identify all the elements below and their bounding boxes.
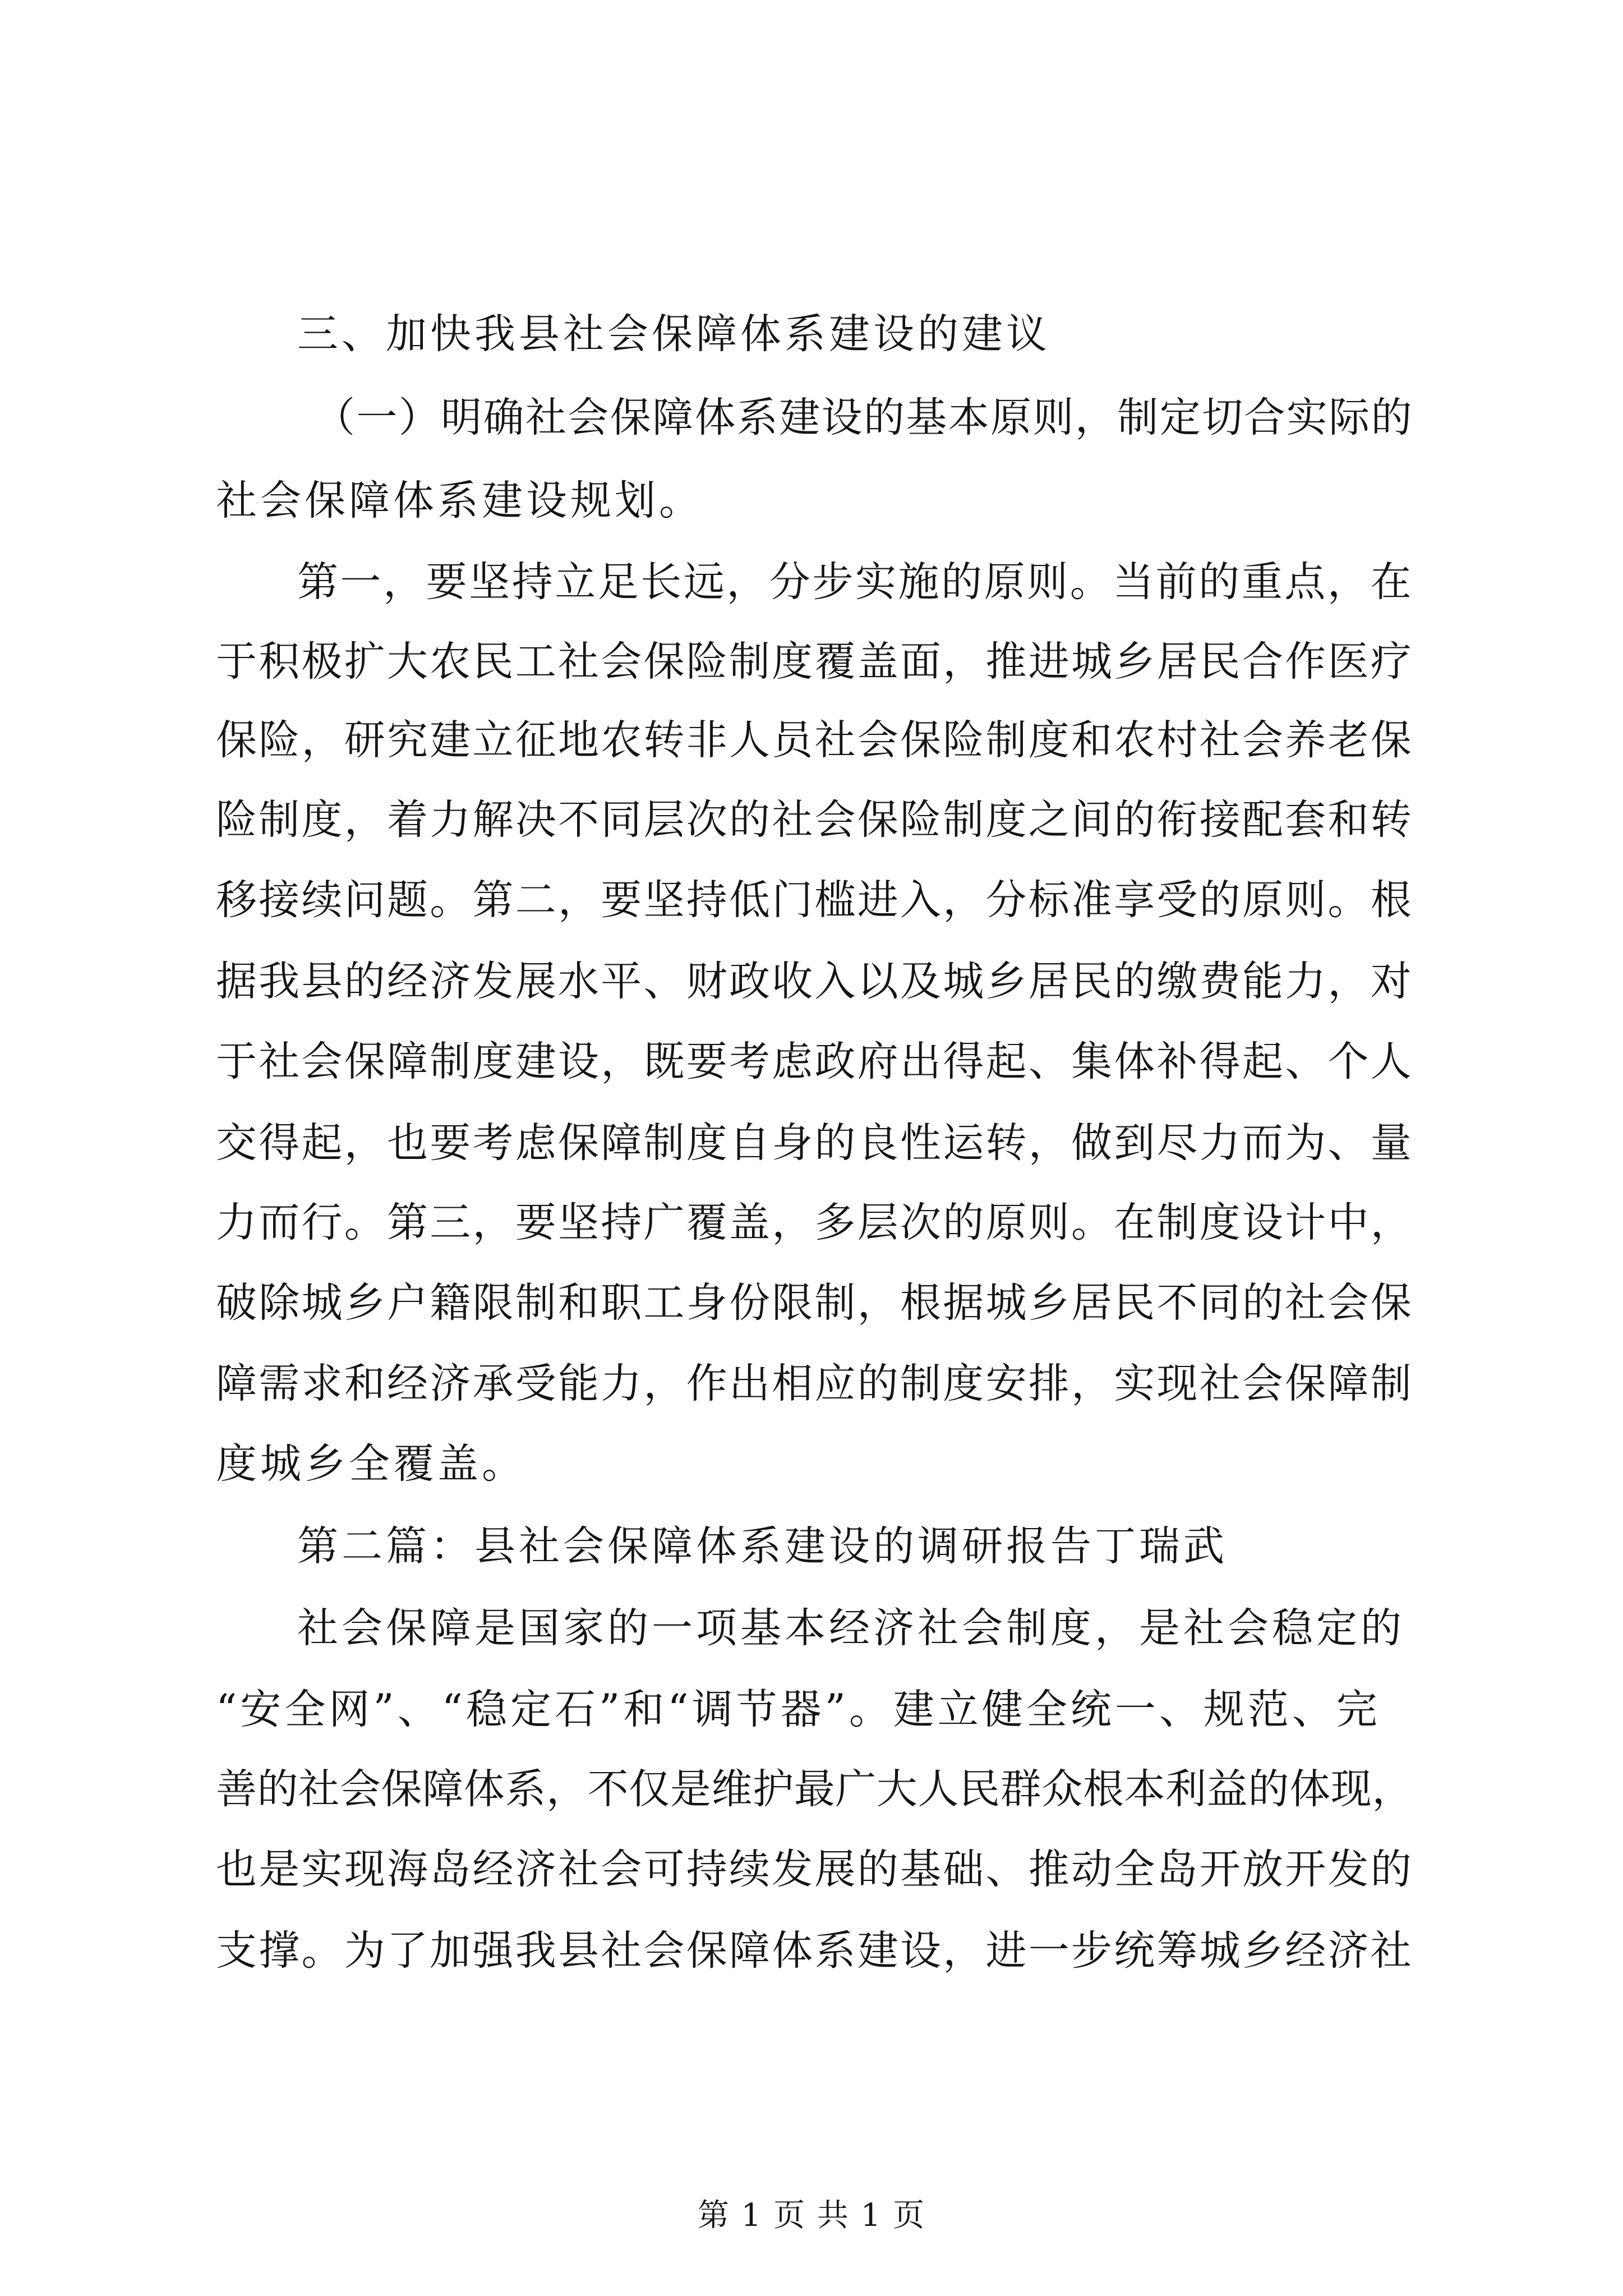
body-line: 社会保障体系建设规划。 — [216, 477, 703, 524]
article-heading: 第二篇：县社会保障体系建设的调研报告丁瑞武 — [297, 1522, 1228, 1570]
body-line: 力而行。第三，要坚持广覆盖，多层次的原则。在制度设计中， — [216, 1199, 1413, 1246]
body-line: 于积极扩大农民工社会保险制度覆盖面，推进城乡居民合作医疗 — [216, 638, 1413, 685]
section-heading: 三、加快我县社会保障体系建设的建议 — [297, 310, 1050, 358]
body-line: 度城乡全覆盖。 — [216, 1440, 526, 1488]
body-line: 交得起，也要考虑保障制度自身的良性运转，做到尽力而为、量 — [216, 1119, 1413, 1167]
body-line: 障需求和经济承受能力，作出相应的制度安排，实现社会保障制 — [216, 1360, 1413, 1407]
body-line: 也是实现海岛经济社会可持续发展的基础、推动全岛开放开发的 — [216, 1846, 1413, 1893]
body-line: 社会保障是国家的一项基本经济社会制度，是社会稳定的 — [297, 1604, 1405, 1652]
body-line: 善的社会保障体系，不仅是维护最广大人民群众根本利益的体现， — [216, 1765, 1413, 1813]
body-line: 第一，要坚持立足长远，分步实施的原则。当前的重点，在 — [297, 558, 1413, 606]
body-line: 破除城乡户籍限制和职工身份限制，根据城乡居民不同的社会保 — [216, 1279, 1413, 1327]
body-line: 保险，研究建立征地农转非人员社会保险制度和农村社会养老保 — [216, 716, 1413, 764]
body-line: “安全网”、“稳定石”和“调节器”。建立健全统一、规范、完 — [216, 1686, 1381, 1733]
body-line: 支撑。为了加强我县社会保障体系建设，进一步统筹城乡经济社 — [216, 1927, 1413, 1975]
body-line: 据我县的经济发展水平、财政收入以及城乡居民的缴费能力，对 — [216, 958, 1413, 1005]
body-line: 移接续问题。第二，要坚持低门槛进入，分标准享受的原则。根 — [216, 876, 1413, 924]
body-line: 于社会保障制度建设，既要考虑政府出得起、集体补得起、个人 — [216, 1038, 1413, 1085]
body-line: 险制度，着力解决不同层次的社会保险制度之间的衔接配套和转 — [216, 796, 1413, 844]
page-number-footer: 第 1 页 共 1 页 — [697, 2197, 926, 2234]
subsection-heading: （一）明确社会保障体系建设的基本原则，制定切合实际的 — [314, 394, 1413, 441]
